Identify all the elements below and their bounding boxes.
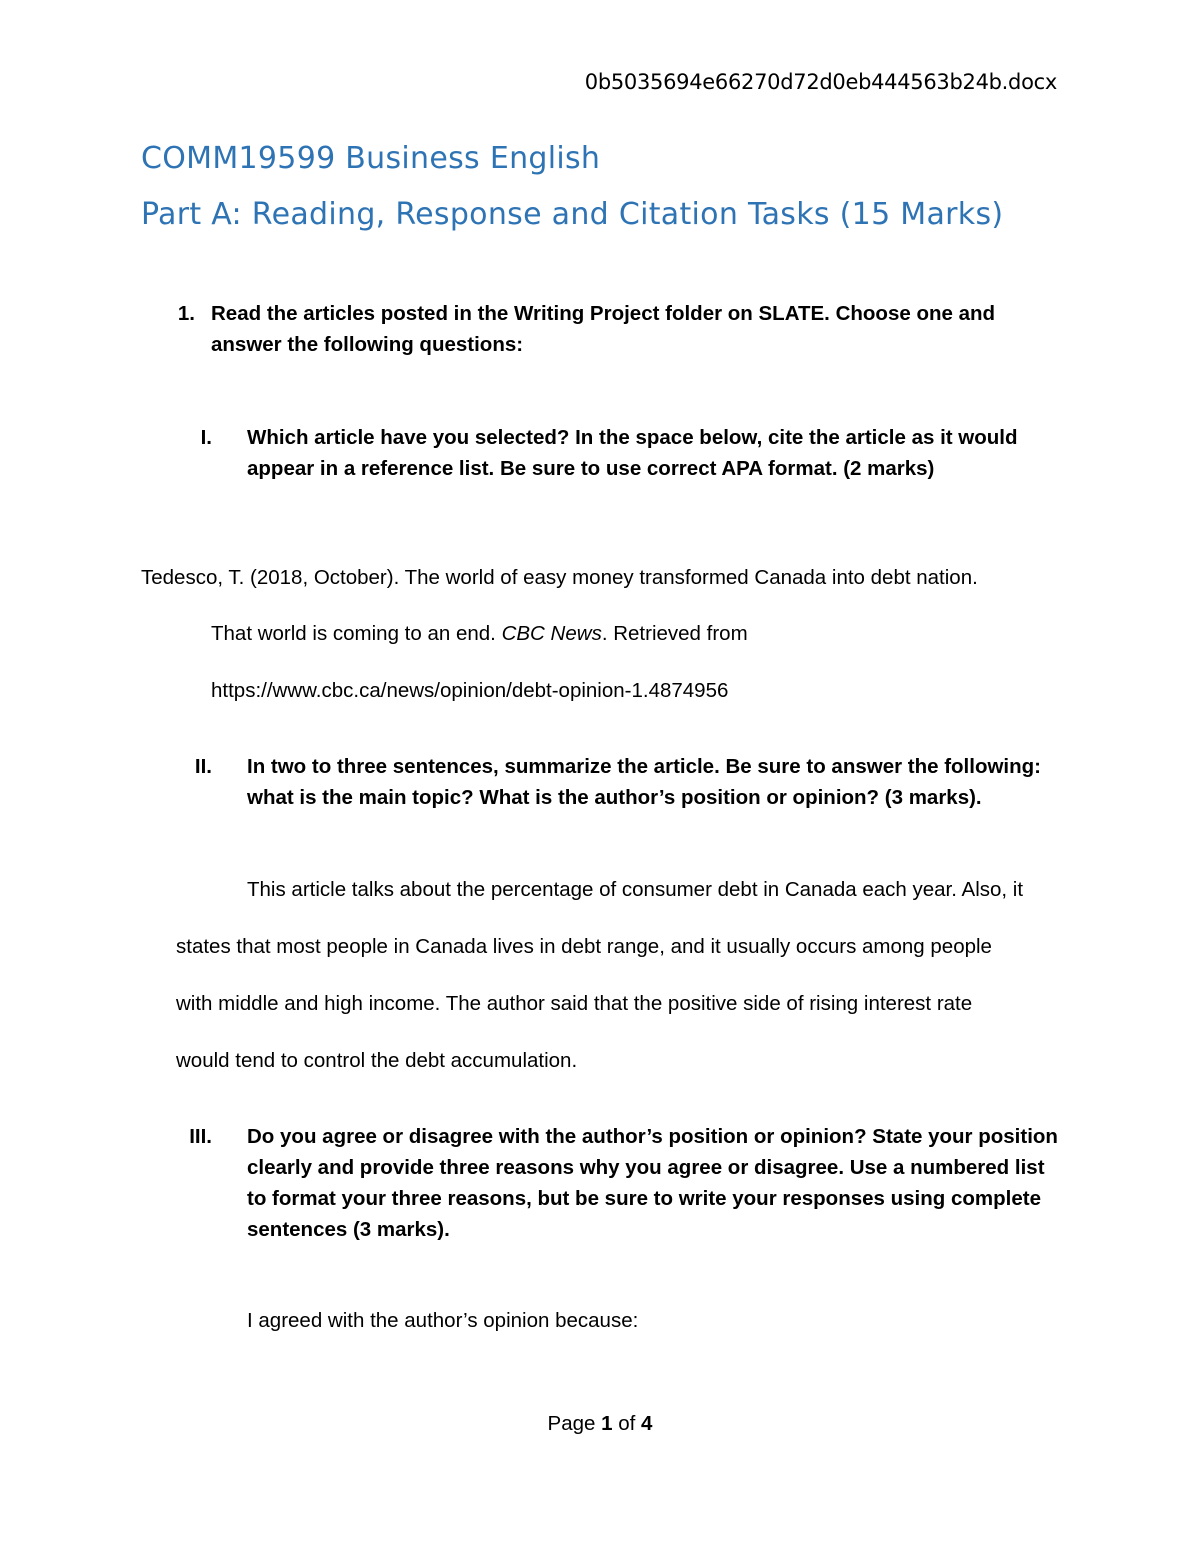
part-title: Part A: Reading, Response and Citation Tasks (15 Marks) xyxy=(141,197,1004,232)
question-iii-number: III. xyxy=(189,1125,212,1148)
question-ii-text-line1: In two to three sentences, summarize the article. Be sure to answer the following: xyxy=(247,755,1041,778)
page-current: 1 xyxy=(601,1412,613,1435)
question-iii-text-line3: to format your three reasons, but be sure to write your responses using complete xyxy=(247,1187,1041,1210)
question-iii-text-line1: Do you agree or disagree with the author’s position or opinion? State your position xyxy=(247,1125,1058,1148)
question-ii-number: II. xyxy=(194,755,212,778)
question-1-text-line1: Read the articles posted in the Writing Project folder on SLATE. Choose one and xyxy=(211,302,996,325)
question-i-text-line1: Which article have you selected? In the space below, cite the article as it would xyxy=(247,426,1018,449)
summary-line3: with middle and high income. The author said that the positive side of rising interest rate xyxy=(176,992,973,1015)
summary-line4: would tend to control the debt accumulation. xyxy=(176,1049,578,1072)
question-iii-text-line4: sentences (3 marks). xyxy=(247,1218,450,1241)
document-filename: 0b5035694e66270d72d0eb444563b24b.docx xyxy=(584,70,1057,94)
page-number-footer xyxy=(0,1412,1200,1436)
citation-line2-suffix: . Retrieved from xyxy=(601,622,748,645)
of-word: of xyxy=(612,1412,642,1435)
course-title: COMM19599 Business English xyxy=(141,141,601,176)
citation-line2 xyxy=(211,622,748,646)
question-ii-text-line2: what is the main topic? What is the author’s position or opinion? (3 marks). xyxy=(247,786,982,809)
question-i-number: I. xyxy=(200,426,212,449)
summary-line2: states that most people in Canada lives in debt range, and it usually occurs among people xyxy=(176,935,992,958)
citation-line2-prefix: That world is coming to an end. xyxy=(211,622,502,645)
question-iii-text-line2: clearly and provide three reasons why you agree or disagree. Use a numbered list xyxy=(247,1156,1045,1179)
question-i-text-line2: appear in a reference list. Be sure to use correct APA format. (2 marks) xyxy=(247,457,935,480)
summary-line1: This article talks about the percentage of consumer debt in Canada each year. Also, it xyxy=(247,878,1024,901)
page-total: 4 xyxy=(641,1412,653,1435)
answer-intro: I agreed with the author’s opinion because: xyxy=(247,1309,639,1332)
question-1-number: 1. xyxy=(177,302,195,325)
citation-source: CBC News xyxy=(501,622,602,645)
citation-line1: Tedesco, T. (2018, October). The world of easy money transformed Canada into debt nation. xyxy=(141,566,978,589)
question-1-text-line2: answer the following questions: xyxy=(211,333,524,356)
citation-url: https://www.cbc.ca/news/opinion/debt-opinion-1.4874956 xyxy=(211,679,729,702)
page-word: Page xyxy=(547,1412,602,1435)
